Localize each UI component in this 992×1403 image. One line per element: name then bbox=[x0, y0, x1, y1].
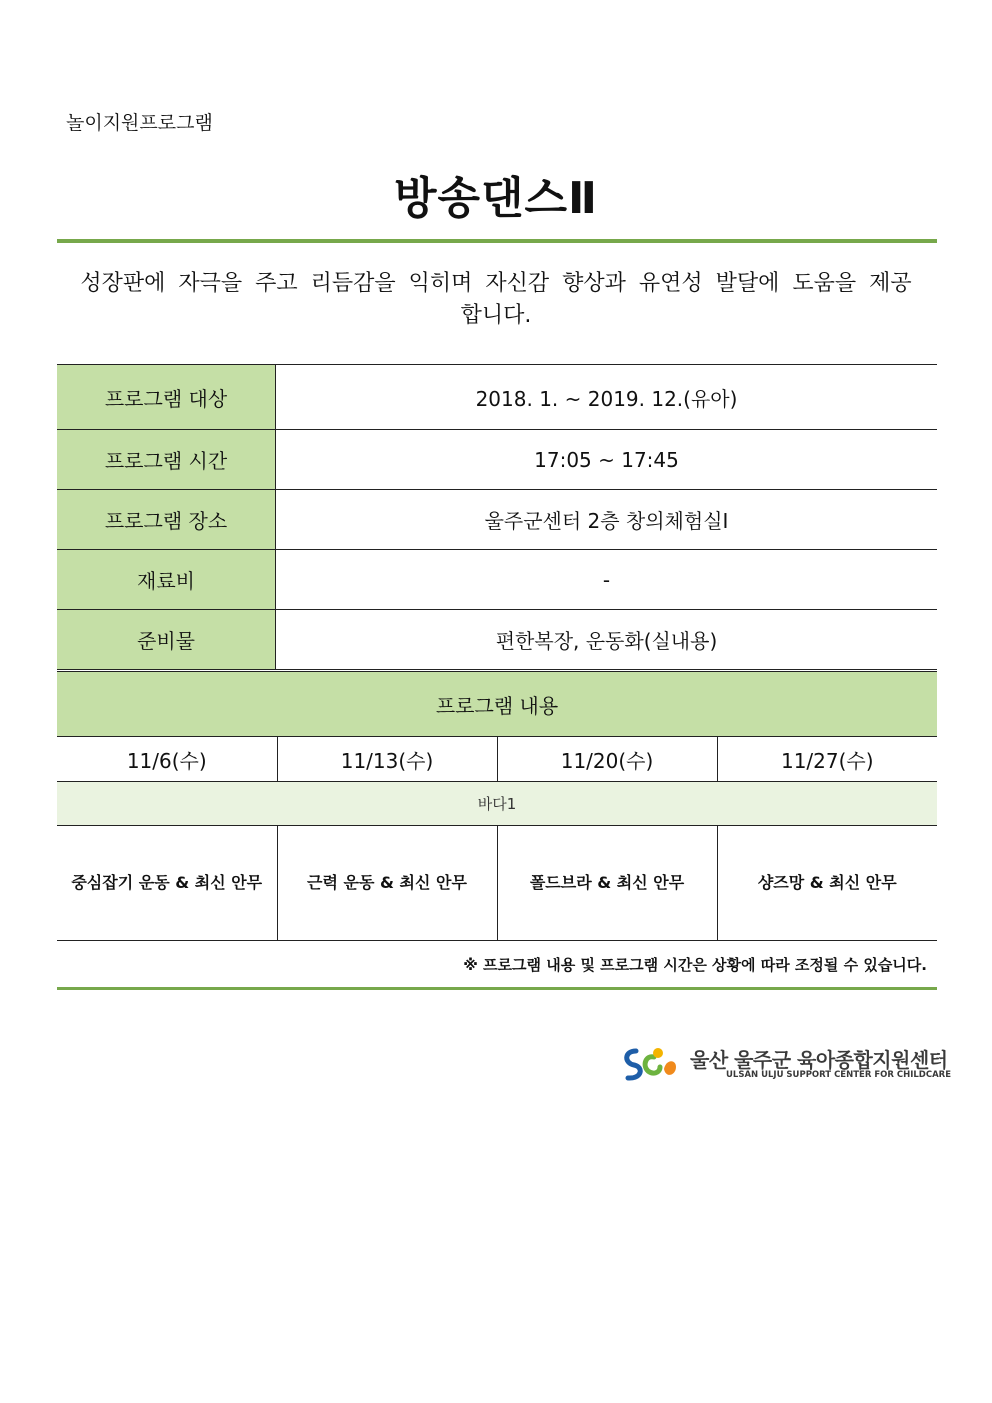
info-row-place bbox=[57, 490, 937, 550]
info-label: 준비물 bbox=[57, 610, 276, 670]
program-category: 놀이지원프로그램 bbox=[66, 112, 213, 134]
schedule-activity: 폴드브라 & 최신 안무 bbox=[497, 826, 717, 941]
schedule-header-row bbox=[57, 672, 937, 737]
info-label: 재료비 bbox=[57, 550, 276, 610]
schedule-header: 프로그램 내용 bbox=[57, 672, 937, 737]
schedule-theme-row bbox=[57, 782, 937, 826]
schedule-date: 11/13(수) bbox=[277, 737, 497, 782]
info-value: 17:05 ~ 17:45 bbox=[276, 430, 938, 490]
info-label: 프로그램 시간 bbox=[57, 430, 276, 490]
center-logo bbox=[620, 1043, 952, 1087]
info-label: 프로그램 장소 bbox=[57, 490, 276, 550]
schedule-table bbox=[57, 671, 937, 941]
program-description: 성장판에 자극을 주고 리듬감을 익히며 자신감 향상과 유연성 발달에 도움을 제공합니다. bbox=[80, 271, 912, 328]
program-info-table bbox=[57, 364, 937, 670]
schedule-activities-row bbox=[57, 826, 937, 941]
info-value: 울주군센터 2층 창의체험실Ⅰ bbox=[276, 490, 938, 550]
schedule-date: 11/27(수) bbox=[717, 737, 937, 782]
info-value: 편한복장, 운동화(실내용) bbox=[276, 610, 938, 670]
schedule-date: 11/6(수) bbox=[57, 737, 277, 782]
bottom-divider bbox=[57, 987, 937, 990]
info-row-time bbox=[57, 430, 937, 490]
center-logo-icon bbox=[620, 1045, 682, 1085]
schedule-activity: 샹즈망 & 최신 안무 bbox=[717, 826, 937, 941]
info-value: - bbox=[276, 550, 938, 610]
schedule-dates-row bbox=[57, 737, 937, 782]
schedule-date: 11/20(수) bbox=[497, 737, 717, 782]
top-divider bbox=[57, 239, 937, 243]
schedule-activity: 근력 운동 & 최신 안무 bbox=[277, 826, 497, 941]
notice-text: ※ 프로그램 내용 및 프로그램 시간은 상황에 따라 조정될 수 있습니다. bbox=[463, 956, 927, 974]
info-label: 프로그램 대상 bbox=[57, 365, 276, 430]
page-title: 방송댄스Ⅱ bbox=[394, 173, 598, 224]
schedule-theme: 바다1 bbox=[57, 782, 937, 826]
info-row-fee bbox=[57, 550, 937, 610]
info-row-target bbox=[57, 365, 937, 430]
center-name-english: ULSAN ULJU SUPPORT CENTER FOR CHILDCARE bbox=[726, 1070, 952, 1080]
info-row-supplies bbox=[57, 610, 937, 670]
schedule-activity: 중심잡기 운동 & 최신 안무 bbox=[57, 826, 277, 941]
center-name-korean: 울산 울주군 육아종합지원센터 bbox=[690, 1048, 948, 1072]
info-value: 2018. 1. ~ 2019. 12.(유아) bbox=[276, 365, 938, 430]
